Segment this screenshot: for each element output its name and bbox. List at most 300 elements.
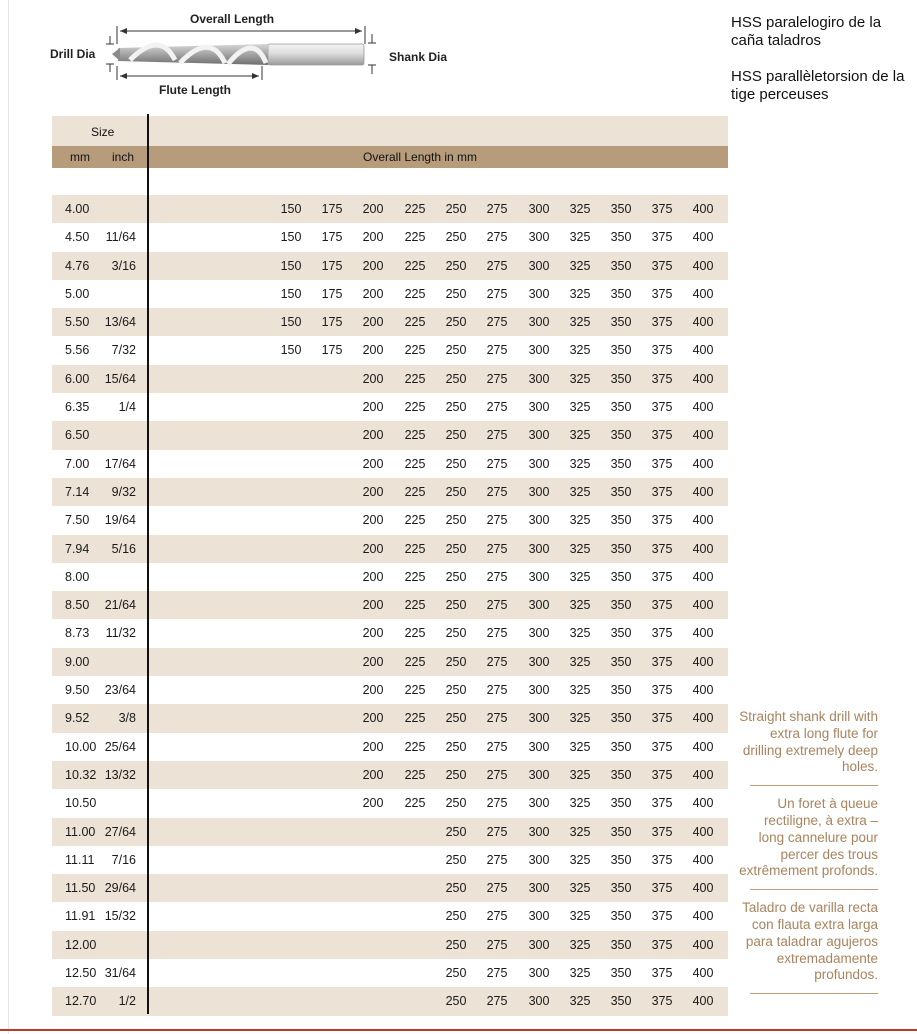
overall-length-cell: 375 [651, 683, 673, 698]
overall-length-cell: 325 [569, 484, 591, 499]
overall-length-cell: 350 [610, 541, 632, 556]
overall-length-cell: 325 [569, 966, 591, 981]
overall-length-label: Overall Length [190, 12, 275, 26]
overall-length-cell: 250 [445, 937, 467, 952]
size-mm-cell: 10.00 [65, 739, 97, 754]
overall-length-cell: 150 [280, 258, 302, 273]
size-inch-cell: 3/16 [111, 258, 136, 273]
overall-length-cell: 275 [486, 824, 508, 839]
overall-length-cell: 375 [651, 484, 673, 499]
size-inch-cell: 11/32 [105, 626, 136, 641]
size-mm-cell: 6.50 [65, 428, 90, 443]
overall-length-cell: 200 [362, 286, 384, 301]
overall-length-cell: 350 [610, 569, 632, 584]
overall-length-cell: 150 [280, 230, 302, 245]
overall-length-cell: 250 [445, 909, 467, 924]
overall-length-cell: 200 [362, 626, 384, 641]
overall-length-cell: 225 [404, 711, 426, 726]
overall-length-cell: 400 [692, 711, 714, 726]
title-french: HSS parallèletorsion de la tige perceuses [731, 68, 905, 103]
overall-length-cell: 400 [692, 994, 714, 1009]
overall-length-cell: 225 [404, 569, 426, 584]
overall-length-cell: 225 [404, 541, 426, 556]
overall-length-cell: 275 [486, 286, 508, 301]
note-french: Un foret à queue rectiligne, à extra – long cannelure pour percer des trous extrêmement profonds. [739, 796, 878, 879]
overall-length-cell: 250 [445, 626, 467, 641]
overall-length-cell: 250 [445, 400, 467, 415]
table-row [52, 223, 728, 251]
size-mm-cell: 9.00 [65, 654, 90, 669]
overall-length-cell: 325 [569, 852, 591, 867]
size-mm-cell: 4.76 [65, 258, 90, 273]
overall-length-cell: 350 [610, 315, 632, 330]
overall-length-cell: 275 [486, 852, 508, 867]
overall-length-cell: 375 [651, 598, 673, 613]
size-inch-cell: 1/2 [118, 994, 136, 1009]
overall-length-cell: 300 [528, 683, 550, 698]
overall-length-cell: 350 [610, 994, 632, 1009]
overall-length-cell: 250 [445, 824, 467, 839]
size-mm-cell: 5.56 [65, 343, 90, 358]
overall-length-cell: 300 [528, 202, 550, 216]
overall-length-cell: 400 [692, 881, 714, 896]
overall-length-cell: 250 [445, 428, 467, 443]
overall-length-cell: 400 [692, 315, 714, 330]
overall-length-cell: 400 [692, 909, 714, 924]
overall-length-cell: 200 [362, 428, 384, 443]
overall-length-cell: 275 [486, 683, 508, 698]
overall-length-cell: 400 [692, 343, 714, 358]
table-row [52, 535, 728, 563]
size-inch-cell: 15/32 [104, 909, 136, 924]
overall-length-cell: 350 [610, 711, 632, 726]
overall-length-cell: 275 [486, 371, 508, 386]
overall-length-cell: 400 [692, 796, 714, 811]
overall-length-cell: 250 [445, 966, 467, 981]
overall-length-cell: 250 [445, 202, 467, 216]
overall-length-cell: 250 [445, 711, 467, 726]
overall-length-cell: 400 [692, 852, 714, 867]
overall-length-cell: 200 [362, 739, 384, 754]
table-row [52, 393, 728, 421]
size-inch-cell: 21/64 [104, 598, 136, 613]
overall-length-cell: 350 [610, 852, 632, 867]
table-row [52, 789, 728, 817]
overall-length-cell: 350 [610, 937, 632, 952]
size-mm-cell: 11.91 [65, 909, 96, 924]
table-header-size-row [52, 116, 728, 146]
overall-length-cell: 175 [321, 230, 343, 245]
table-header-units-row [52, 146, 728, 168]
overall-length-cell: 350 [610, 966, 632, 981]
size-inch-cell: 1/4 [118, 400, 136, 415]
shank-dia-label: Shank Dia [389, 50, 448, 64]
overall-length-cell: 325 [569, 683, 591, 698]
table-row [52, 280, 728, 308]
overall-length-cell: 275 [486, 966, 508, 981]
note-spanish: Taladro de varilla recta con flauta extra larga para taladrar agujeros extremadamente profundos. [742, 900, 878, 983]
overall-length-cell: 300 [528, 994, 550, 1009]
overall-length-cell: 250 [445, 513, 467, 528]
overall-length-cell: 225 [404, 428, 426, 443]
size-mm-cell: 12.00 [65, 937, 97, 952]
overall-length-cell: 275 [486, 484, 508, 499]
overall-length-cell: 300 [528, 484, 550, 499]
overall-length-cell: 375 [651, 315, 673, 330]
overall-length-cell: 250 [445, 230, 467, 245]
overall-length-cell: 225 [404, 484, 426, 499]
size-table [52, 116, 728, 1016]
overall-length-cell: 250 [445, 767, 467, 782]
table-row [52, 676, 728, 704]
size-mm-cell: 8.73 [65, 626, 90, 641]
overall-length-cell: 375 [651, 966, 673, 981]
overall-length-cell: 375 [651, 994, 673, 1009]
overall-length-cell: 325 [569, 711, 591, 726]
overall-length-cell: 250 [445, 541, 467, 556]
overall-length-cell: 275 [486, 428, 508, 443]
overall-length-cell: 400 [692, 484, 714, 499]
overall-length-cell: 200 [362, 343, 384, 358]
overall-length-cell: 175 [321, 202, 343, 216]
overall-length-cell: 375 [651, 654, 673, 669]
overall-length-cell: 200 [362, 456, 384, 471]
overall-length-cell: 200 [362, 371, 384, 386]
overall-length-cell: 275 [486, 994, 508, 1009]
overall-length-cell: 375 [651, 767, 673, 782]
overall-length-cell: 300 [528, 881, 550, 896]
overall-length-cell: 400 [692, 371, 714, 386]
table-row [52, 704, 728, 732]
overall-length-cell: 325 [569, 824, 591, 839]
overall-length-cell: 300 [528, 343, 550, 358]
overall-length-cell: 250 [445, 654, 467, 669]
overall-length-cell: 400 [692, 258, 714, 273]
overall-length-cell: 300 [528, 796, 550, 811]
overall-length-cell: 300 [528, 937, 550, 952]
size-mm-cell: 11.00 [65, 824, 96, 839]
overall-length-cell: 400 [692, 456, 714, 471]
table-row [52, 506, 728, 534]
overall-length-cell: 325 [569, 428, 591, 443]
overall-length-cell: 200 [362, 569, 384, 584]
overall-length-cell: 400 [692, 767, 714, 782]
overall-length-cell: 300 [528, 513, 550, 528]
overall-length-cell: 325 [569, 767, 591, 782]
size-mm-cell: 9.52 [65, 711, 90, 726]
size-mm-cell: 9.50 [65, 683, 90, 698]
overall-length-cell: 325 [569, 739, 591, 754]
overall-length-header: Overall Length in mm [363, 150, 478, 164]
size-mm-cell: 6.35 [65, 400, 90, 415]
overall-length-cell: 200 [362, 513, 384, 528]
overall-length-cell: 325 [569, 994, 591, 1009]
size-mm-cell: 12.70 [65, 994, 97, 1009]
overall-length-cell: 250 [445, 343, 467, 358]
mm-header: mm [70, 150, 90, 164]
overall-length-cell: 325 [569, 286, 591, 301]
overall-length-cell: 325 [569, 541, 591, 556]
overall-length-cell: 150 [280, 343, 302, 358]
overall-length-cell: 275 [486, 569, 508, 584]
size-inch-cell: 9/32 [111, 484, 136, 499]
table-row [52, 874, 728, 902]
size-mm-cell: 4.00 [65, 202, 90, 216]
overall-length-cell: 200 [362, 230, 384, 245]
overall-length-cell: 275 [486, 258, 508, 273]
size-inch-cell: 15/64 [104, 371, 136, 386]
overall-length-cell: 350 [610, 484, 632, 499]
size-mm-cell: 5.00 [65, 286, 90, 301]
size-mm-cell: 12.50 [65, 966, 97, 981]
overall-length-cell: 275 [486, 739, 508, 754]
overall-length-cell: 400 [692, 569, 714, 584]
overall-length-cell: 275 [486, 315, 508, 330]
overall-length-cell: 300 [528, 654, 550, 669]
overall-length-cell: 225 [404, 739, 426, 754]
overall-length-cell: 350 [610, 513, 632, 528]
overall-length-cell: 325 [569, 343, 591, 358]
overall-length-cell: 325 [569, 654, 591, 669]
overall-length-cell: 350 [610, 909, 632, 924]
overall-length-cell: 375 [651, 824, 673, 839]
overall-length-cell: 200 [362, 711, 384, 726]
table-row [52, 733, 728, 761]
overall-length-cell: 225 [404, 626, 426, 641]
note-divider [750, 785, 878, 786]
overall-length-cell: 375 [651, 569, 673, 584]
title-spanish: HSS paralelogiro de la caña taladros [731, 14, 882, 49]
overall-length-cell: 225 [404, 513, 426, 528]
overall-length-cell: 275 [486, 598, 508, 613]
overall-length-cell: 225 [404, 767, 426, 782]
overall-length-cell: 250 [445, 286, 467, 301]
size-inch-cell: 13/64 [104, 315, 136, 330]
overall-length-cell: 275 [486, 343, 508, 358]
overall-length-cell: 300 [528, 371, 550, 386]
overall-length-cell: 400 [692, 513, 714, 528]
size-inch-cell: 31/64 [104, 966, 136, 981]
overall-length-cell: 375 [651, 456, 673, 471]
overall-length-cell: 325 [569, 881, 591, 896]
size-inch-cell: 3/8 [118, 711, 136, 726]
overall-length-cell: 225 [404, 683, 426, 698]
size-mm-cell: 8.00 [65, 569, 90, 584]
overall-length-cell: 300 [528, 541, 550, 556]
overall-length-cell: 325 [569, 371, 591, 386]
overall-length-cell: 250 [445, 598, 467, 613]
overall-length-cell: 350 [610, 626, 632, 641]
overall-length-cell: 225 [404, 315, 426, 330]
size-mm-cell: 4.50 [65, 230, 90, 245]
overall-length-cell: 325 [569, 626, 591, 641]
overall-length-cell: 325 [569, 258, 591, 273]
overall-length-cell: 225 [404, 343, 426, 358]
overall-length-cell: 400 [692, 739, 714, 754]
overall-length-cell: 200 [362, 258, 384, 273]
size-inch-cell: 13/32 [104, 767, 136, 782]
overall-length-cell: 150 [280, 202, 302, 216]
overall-length-cell: 225 [404, 202, 426, 216]
overall-length-cell: 225 [404, 286, 426, 301]
overall-length-cell: 275 [486, 202, 508, 216]
table-row [52, 478, 728, 506]
table-row [52, 421, 728, 449]
overall-length-cell: 375 [651, 343, 673, 358]
overall-length-cell: 300 [528, 258, 550, 273]
overall-length-cell: 350 [610, 598, 632, 613]
overall-length-cell: 200 [362, 654, 384, 669]
size-inch-cell: 7/32 [111, 343, 136, 358]
size-mm-cell: 7.94 [65, 541, 90, 556]
size-mm-cell: 10.32 [65, 767, 97, 782]
table-header-spacer [52, 168, 728, 195]
overall-length-cell: 200 [362, 767, 384, 782]
overall-length-cell: 375 [651, 937, 673, 952]
overall-length-cell: 275 [486, 541, 508, 556]
size-header: Size [91, 125, 115, 139]
overall-length-cell: 400 [692, 683, 714, 698]
description-notes [738, 709, 878, 1004]
overall-length-cell: 400 [692, 937, 714, 952]
table-column-divider [147, 114, 149, 1014]
overall-length-cell: 375 [651, 711, 673, 726]
size-inch-cell: 7/16 [111, 852, 136, 867]
table-row [52, 902, 728, 930]
note-divider [750, 889, 878, 890]
overall-length-cell: 250 [445, 569, 467, 584]
overall-length-cell: 400 [692, 400, 714, 415]
overall-length-cell: 175 [321, 315, 343, 330]
note-divider [750, 993, 878, 994]
overall-length-cell: 400 [692, 654, 714, 669]
overall-length-cell: 325 [569, 230, 591, 245]
size-inch-cell: 11/64 [105, 230, 136, 245]
size-mm-cell: 7.50 [65, 513, 90, 528]
table-row [52, 365, 728, 393]
overall-length-cell: 175 [321, 343, 343, 358]
overall-length-cell: 275 [486, 909, 508, 924]
overall-length-cell: 275 [486, 937, 508, 952]
overall-length-cell: 275 [486, 456, 508, 471]
overall-length-cell: 250 [445, 371, 467, 386]
overall-length-cell: 225 [404, 654, 426, 669]
size-mm-cell: 11.50 [65, 881, 96, 896]
overall-length-cell: 350 [610, 400, 632, 415]
size-inch-cell: 23/64 [104, 683, 136, 698]
overall-length-cell: 300 [528, 966, 550, 981]
overall-length-cell: 225 [404, 230, 426, 245]
overall-length-cell: 325 [569, 456, 591, 471]
overall-length-cell: 375 [651, 626, 673, 641]
table-row [52, 308, 728, 336]
table-row [52, 761, 728, 789]
overall-length-cell: 200 [362, 598, 384, 613]
overall-length-cell: 300 [528, 456, 550, 471]
table-row [52, 818, 728, 846]
overall-length-cell: 375 [651, 739, 673, 754]
overall-length-cell: 350 [610, 767, 632, 782]
overall-length-cell: 300 [528, 428, 550, 443]
overall-length-cell: 225 [404, 371, 426, 386]
size-mm-cell: 8.50 [65, 598, 90, 613]
overall-length-cell: 350 [610, 739, 632, 754]
flute-length-label: Flute Length [159, 83, 231, 97]
overall-length-cell: 300 [528, 569, 550, 584]
table-row [52, 648, 728, 676]
overall-length-cell: 325 [569, 202, 591, 216]
overall-length-cell: 375 [651, 428, 673, 443]
overall-length-cell: 300 [528, 852, 550, 867]
overall-length-cell: 400 [692, 598, 714, 613]
overall-length-cell: 325 [569, 569, 591, 584]
overall-length-cell: 400 [692, 824, 714, 839]
size-mm-cell: 6.00 [65, 371, 90, 386]
overall-length-cell: 375 [651, 796, 673, 811]
overall-length-cell: 375 [651, 258, 673, 273]
size-inch-cell: 27/64 [104, 824, 136, 839]
overall-length-cell: 275 [486, 513, 508, 528]
overall-length-cell: 350 [610, 230, 632, 245]
overall-length-cell: 200 [362, 400, 384, 415]
overall-length-cell: 350 [610, 286, 632, 301]
overall-length-cell: 150 [280, 286, 302, 301]
overall-length-cell: 400 [692, 541, 714, 556]
overall-length-cell: 300 [528, 824, 550, 839]
overall-length-cell: 275 [486, 400, 508, 415]
overall-length-cell: 375 [651, 230, 673, 245]
overall-length-cell: 275 [486, 626, 508, 641]
overall-length-cell: 250 [445, 852, 467, 867]
overall-length-cell: 275 [486, 881, 508, 896]
overall-length-cell: 250 [445, 456, 467, 471]
overall-length-cell: 375 [651, 513, 673, 528]
overall-length-cell: 325 [569, 909, 591, 924]
size-mm-cell: 11.11 [65, 852, 95, 867]
size-mm-cell: 7.00 [65, 456, 90, 471]
drill-dia-label: Drill Dia [50, 47, 96, 61]
note-english: Straight shank drill with extra long flute for drilling extremely deep holes. [739, 709, 878, 775]
size-mm-cell: 5.50 [65, 315, 90, 330]
overall-length-cell: 300 [528, 286, 550, 301]
size-mm-cell: 10.50 [65, 796, 97, 811]
overall-length-cell: 325 [569, 937, 591, 952]
overall-length-cell: 350 [610, 202, 632, 216]
overall-length-cell: 375 [651, 909, 673, 924]
table-row [52, 987, 728, 1015]
overall-length-cell: 200 [362, 683, 384, 698]
table-row [52, 931, 728, 959]
overall-length-cell: 300 [528, 767, 550, 782]
size-mm-cell: 7.14 [65, 484, 90, 499]
overall-length-cell: 150 [280, 315, 302, 330]
table-row [52, 563, 728, 591]
overall-length-cell: 300 [528, 626, 550, 641]
size-inch-cell: 19/64 [104, 513, 136, 528]
overall-length-cell: 225 [404, 598, 426, 613]
page-margin-rule [8, 0, 9, 1034]
overall-length-cell: 300 [528, 909, 550, 924]
table-body [52, 195, 728, 1016]
overall-length-cell: 200 [362, 541, 384, 556]
table-row [52, 619, 728, 647]
overall-length-cell: 350 [610, 796, 632, 811]
drill-diagram [0, 0, 480, 110]
overall-length-cell: 375 [651, 852, 673, 867]
table-row [52, 450, 728, 478]
bottom-rule [0, 1029, 917, 1031]
overall-length-cell: 300 [528, 230, 550, 245]
